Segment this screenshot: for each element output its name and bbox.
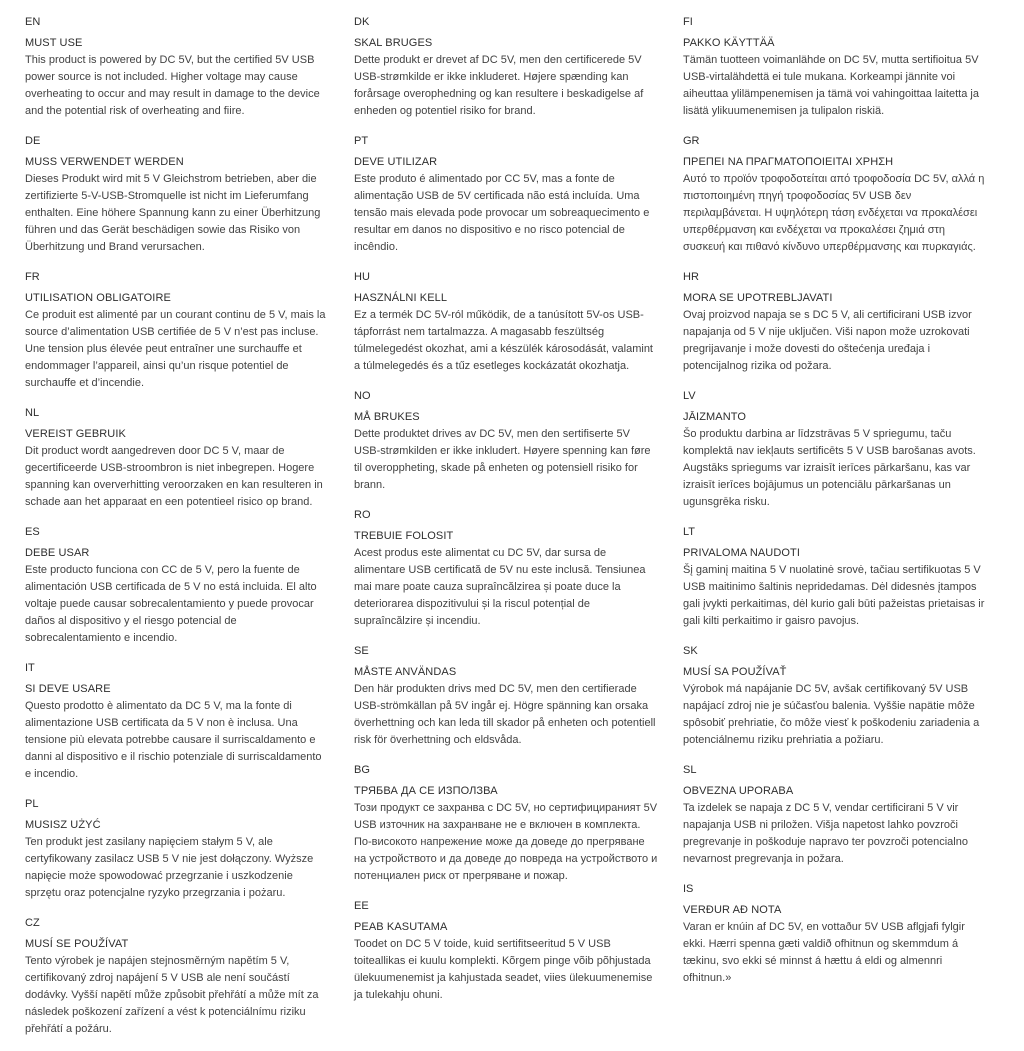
language-section	[354, 133, 659, 256]
warning-title: MUSÍ SE POUŽÍVAT	[25, 938, 129, 950]
warning-body: Šį gaminį maitina 5 V nuolatinė srovė, tačiau sertifikuotas 5 V USB maitinimo šaltinis nepridedamas. Dėl didesnės įtampos gali įvykti perkaitimas, dėl kurio gali būti pažeistas prietaisas ir gali kilti perkaitimo ir gaisro pavojus.	[683, 564, 985, 627]
language-code: NO	[354, 390, 371, 402]
language-code: DK	[354, 16, 370, 28]
warning-body: Šo produktu darbina ar līdzstrāvas 5 V spriegumu, taču komplektā nav iekļauts sertificēts 5 V USB barošanas avots. Augstāks spriegums var izraisīt ierīces pārkaršanu, kas var izraisīt ierīces bojājumus un potenciālu pārkaršanas un ugunsgrēka risku.	[683, 428, 976, 508]
warning-title: TREBUIE FOLOSIT	[354, 530, 454, 542]
language-section	[683, 269, 988, 375]
warning-title: UTILISATION OBLIGATOIRE	[25, 292, 171, 304]
language-section	[683, 388, 988, 511]
language-code: EN	[25, 16, 41, 28]
language-section	[25, 915, 330, 1038]
column-middle	[354, 14, 659, 1051]
language-code: LV	[683, 390, 696, 402]
language-section	[354, 269, 659, 375]
language-section	[25, 269, 330, 392]
language-code: IT	[25, 662, 35, 674]
warning-title: PEAB KASUTAMA	[354, 921, 448, 933]
warning-title: JĀIZMANTO	[683, 411, 747, 423]
warning-title: MUSISZ UŻYĆ	[25, 819, 101, 831]
warning-body: Ovaj proizvod napaja se s DC 5 V, ali certificirani USB izvor napajanja od 5 V nije uključen. Viši napon može uzrokovati pregrijavanje i može dovesti do oštećenja uređaja i potencijalnog rizika od požara.	[683, 309, 972, 372]
warning-body: Acest produs este alimentat cu DC 5V, dar sursa de alimentare USB certificată de 5V nu este inclusă. Tensiunea mai mare poate cauza supraîncălzirea și poate duce la deteriorarea dispozitivului și la riscul potențial de supraîncălzire și incendiu.	[354, 547, 646, 627]
warning-body: Toodet on DC 5 V toide, kuid sertifitseeritud 5 V USB toiteallikas ei kuulu komplekti. Kõrgem pinge võib põhjustada ülekuumenemist ja kahjustada seadet, viies ülekuumenemise ja tulekahju ohuni.	[354, 938, 653, 1001]
language-section	[25, 133, 330, 256]
language-section	[354, 898, 659, 1004]
warning-title: SKAL BRUGES	[354, 37, 433, 49]
language-section	[683, 14, 988, 120]
warning-title: ТРЯБВА ДА СЕ ИЗПОЛЗВА	[354, 785, 498, 797]
language-code: HR	[683, 271, 699, 283]
language-code: EE	[354, 900, 369, 912]
warning-title: PRIVALOMA NAUDOTI	[683, 547, 801, 559]
language-code: DE	[25, 135, 41, 147]
warning-body: Dette produktet drives av DC 5V, men den sertifiserte 5V USB-strømkilden er ikke inkludert. Høyere spenning kan føre til overoppheting, skade på enheten og potensiell risiko for brann.	[354, 428, 651, 491]
warning-body: Este producto funciona con CC de 5 V, pero la fuente de alimentación USB certificada de 5 V no está incluida. El alto voltaje puede causar sobrecalentamiento y puede provocar daños al dispositivo y el riesgo potencial de sobrecalentamiento e incendio.	[25, 564, 317, 644]
warning-title: OBVEZNA UPORABA	[683, 785, 794, 797]
warning-body: Ten produkt jest zasilany napięciem stałym 5 V, ale certyfikowany zasilacz USB 5 V nie jest dołączony. Wyższe napięcie może spowodować przegrzanie i uszkodzenie sprzętu oraz potencjalne ryzyko przegrzania i pożaru.	[25, 836, 314, 899]
language-section	[354, 643, 659, 749]
language-code: SE	[354, 645, 369, 657]
language-code: LT	[683, 526, 696, 538]
warning-title: DEBE USAR	[25, 547, 90, 559]
warning-body: Den här produkten drivs med DC 5V, men den certifierade USB-strömkällan på 5V ingår ej. Högre spänning kan orsaka överhettning och kan leda till skador på enheten och potentiell risk för överhettning och eldsvåda.	[354, 683, 656, 746]
language-section	[354, 388, 659, 494]
warning-title: MUSÍ SA POUŽÍVAŤ	[683, 666, 787, 678]
warning-title: MUST USE	[25, 37, 83, 49]
warning-body: Dette produkt er drevet af DC 5V, men den certificerede 5V USB-strømkilde er ikke inkluderet. Højere spænding kan forårsage overophedning og kan resultere i beskadigelse af enheden og potentiel risiko for brand.	[354, 54, 644, 117]
language-code: PL	[25, 798, 39, 810]
language-section	[25, 660, 330, 783]
warning-title: ΠΡΕΠΕΙ ΝΑ ΠΡΑΓΜΑΤΟΠΟΙΕΙΤΑΙ ΧΡΗΣΗ	[683, 156, 894, 168]
column-left	[25, 14, 330, 1051]
warning-title: HASZNÁLNI KELL	[354, 292, 448, 304]
warning-body: This product is powered by DC 5V, but the certified 5V USB power source is not included. Higher voltage may cause overheating to occur and may result in damage to the device and the potential risk of overheating and fiire.	[25, 54, 320, 117]
language-section	[683, 524, 988, 630]
warning-title: MUSS VERWENDET WERDEN	[25, 156, 184, 168]
language-code: NL	[25, 407, 40, 419]
language-code: FI	[683, 16, 693, 28]
warning-title: MÅSTE ANVÄNDAS	[354, 666, 457, 678]
language-code: SK	[683, 645, 698, 657]
language-code: PT	[354, 135, 369, 147]
language-code: CZ	[25, 917, 40, 929]
language-section	[683, 762, 988, 868]
warning-body: Този продукт се захранва с DC 5V, но сертифицираният 5V USB източник на захранване не е включен в комплекта. По-високото напрежение може да доведе до прегряване на устройството и да доведе до повреда на устройството и потенциален риск от прегряване и пожар.	[354, 802, 658, 882]
warning-body: Este produto é alimentado por CC 5V, mas a fonte de alimentação USB de 5V certificada não está incluída. Uma tensão mais elevada pode provocar um sobreaquecimento e resultar em danos no dispositivo e no risco potencial de incêndio.	[354, 173, 650, 253]
warning-body: Dit product wordt aangedreven door DC 5 V, maar de gecertificeerde USB-stroombron is niet inbegrepen. Hogere spanning kan oververhitting veroorzaken en kan resulteren in schade aan het apparaat en een potentieel risico op brand.	[25, 445, 323, 508]
warning-body: Dieses Produkt wird mit 5 V Gleichstrom betrieben, aber die zertifizierte 5-V-USB-Stromquelle ist nicht im Lieferumfang enthalten. Eine höhere Spannung kann zu einer Überhitzung führen und das Gerät beschädigen sowie das Risiko von Überhitzung und Brand verursachen.	[25, 173, 321, 253]
warning-body: Ez a termék DC 5V-ról működik, de a tanúsított 5V-os USB-tápforrást nem tartalmazza. A magasabb feszültség túlmelegedést okozhat, ami a készülék károsodását, valamint a túlmelegedés és a tűz esetleges kockázatát okozhatja.	[354, 309, 653, 372]
warning-title: PAKKO KÄYTTÄÄ	[683, 37, 775, 49]
language-section	[354, 507, 659, 630]
language-code: HU	[354, 271, 370, 283]
warning-title: MORA SE UPOTREBLJAVATI	[683, 292, 833, 304]
warning-body: Tento výrobek je napájen stejnosměrným napětím 5 V, certifikovaný zdroj napájení 5 V USB ale není součástí dodávky. Vyšší napětí může způsobit přehřátí a může mít za následek poškození zařízení a vést k potenciálnímu riziku přehřátí a požáru.	[25, 955, 319, 1035]
language-section	[25, 14, 330, 120]
language-section	[25, 796, 330, 902]
language-section	[25, 524, 330, 647]
language-code: GR	[683, 135, 700, 147]
warning-body: Ta izdelek se napaja z DC 5 V, vendar certificirani 5 V vir napajanja USB ni priložen. Višja napetost lahko povzroči pregrevanje in poškoduje napravo ter povzroči potencialno nevarnost pregrevanja in požara.	[683, 802, 968, 865]
warning-body: Questo prodotto è alimentato da DC 5 V, ma la fonte di alimentazione USB certificata da 5 V non è inclusa. Una tensione più elevata potrebbe causare il surriscaldamento e danni al dispositivo e il rischio potenziale di surriscaldamento e incendio.	[25, 700, 322, 780]
language-section	[683, 643, 988, 749]
warning-body: Αυτό το προϊόν τροφοδοτείται από τροφοδοσία DC 5V, αλλά η πιστοποιημένη πηγή τροφοδοσίας 5V USB δεν περιλαμβάνεται. Η υψηλότερη τάση ενδέχεται να προκαλέσει υπερθέρμανση και ενδέχεται να προκαλέσει ζημιά στη συσκευή και πιθανό κίνδυνο υπερθέρμανσης και πυρκαγιάς.	[683, 173, 985, 253]
warning-title: VEREIST GEBRUIK	[25, 428, 126, 440]
warning-title: DEVE UTILIZAR	[354, 156, 438, 168]
warning-title: MÅ BRUKES	[354, 411, 420, 423]
warning-body: Tämän tuotteen voimanlähde on DC 5V, mutta sertifioitua 5V USB-virtalähdettä ei tule mukana. Korkeampi jännite voi aiheuttaa ylilämpenemisen ja tämä voi vahingoittaa laitetta ja lisätä ylikuumenemisen ja tulipalon riskiä.	[683, 54, 979, 117]
language-section	[25, 405, 330, 511]
language-code: RO	[354, 509, 371, 521]
column-right	[683, 14, 988, 1051]
language-code: SL	[683, 764, 697, 776]
language-code: BG	[354, 764, 370, 776]
warning-body: Varan er knúin af DC 5V, en vottaður 5V USB aflgjafi fylgir ekki. Hærri spenna gæti valdið ofhitnun og skemmdum á tækinu, svo ekki sé minnst á hættu á eldi og almennri ofhitnun.»	[683, 921, 965, 984]
language-code: FR	[25, 271, 40, 283]
language-code: IS	[683, 883, 694, 895]
language-section	[354, 762, 659, 885]
warning-title: VERÐUR AÐ NOTA	[683, 904, 782, 916]
warning-body: Ce produit est alimenté par un courant continu de 5 V, mais la source d’alimentation USB certifiée de 5 V n’est pas incluse. Une tension plus élevée peut entraîner une surchauffe et endommager l’appareil, ainsi qu’un risque potentiel de surchauffe et d’incendie.	[25, 309, 326, 389]
language-code: ES	[25, 526, 40, 538]
warning-title: SI DEVE USARE	[25, 683, 111, 695]
language-section	[683, 133, 988, 256]
warning-body: Výrobok má napájanie DC 5V, avšak certifikovaný 5V USB napájací zdroj nie je súčasťou balenia. Vyššie napätie môže spôsobiť prehriatie, čo môže viesť k poškodeniu zariadenia a potenciálnemu riziku prehriatia a požiaru.	[683, 683, 980, 746]
language-section	[354, 14, 659, 120]
language-section	[683, 881, 988, 987]
